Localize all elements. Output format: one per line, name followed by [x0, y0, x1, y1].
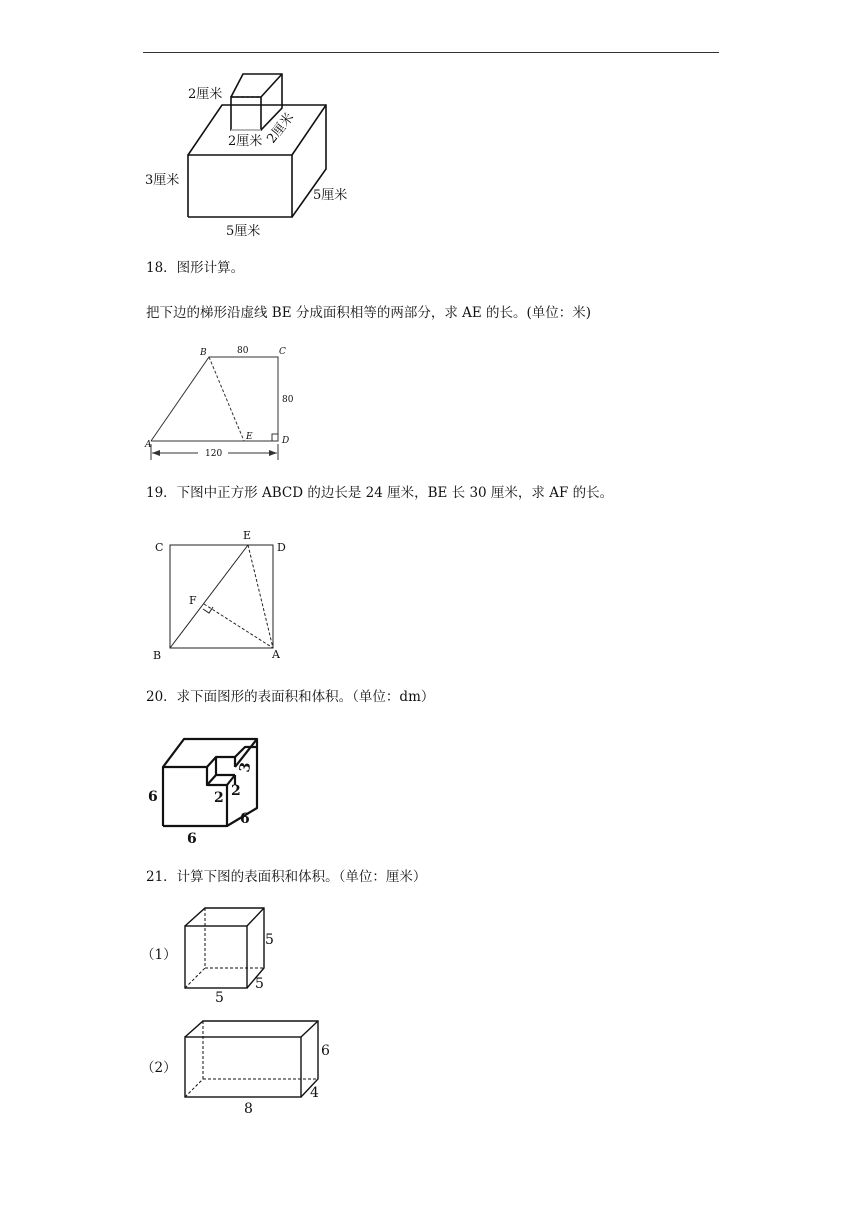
vertex-d: D — [277, 541, 286, 554]
vertex-a: A — [145, 440, 152, 450]
cuboid-figure — [180, 1016, 340, 1118]
notch-height-dim: 3 — [236, 761, 255, 774]
cube-width-dim: 6 — [187, 831, 197, 847]
vertex-b: B — [200, 348, 207, 358]
vertex-d: D — [282, 436, 290, 446]
figure-2-tag: （2） — [141, 1060, 177, 1076]
vertex-c: C — [155, 541, 164, 554]
question-21-text: 21．计算下图的表面积和体积。（单位：厘米） — [146, 869, 427, 885]
small-cube-height-label: 2厘米 — [188, 87, 223, 102]
vertex-e: E — [246, 432, 253, 442]
top-side-length: 80 — [237, 346, 249, 356]
figure-1-tag: （1） — [141, 947, 177, 963]
big-box-depth-label: 5厘米 — [313, 188, 348, 203]
cube-depth-dim: 6 — [240, 811, 250, 827]
question-20-text: 20．求下面图形的表面积和体积。（单位：dm） — [146, 689, 435, 705]
question-18-text: 把下边的梯形沿虚线 BE 分成面积相等的两部分，求 AE 的长。(单位：米) — [146, 305, 592, 321]
header-rule — [143, 52, 719, 53]
bottom-side-length: 120 — [205, 449, 223, 459]
trapezoid-figure — [140, 340, 310, 462]
right-side-length: 80 — [282, 395, 294, 405]
vertex-a: A — [272, 648, 280, 661]
big-box-height-label: 3厘米 — [145, 173, 180, 188]
question-18-title: 18．图形计算。 — [146, 260, 245, 276]
cube-height-dim: 6 — [148, 789, 158, 805]
cube-width-dim: 5 — [215, 990, 224, 1006]
square-figure — [148, 525, 298, 663]
small-cube-width-label: 2厘米 — [228, 134, 263, 149]
cube-depth-dim: 5 — [255, 976, 264, 992]
notched-cube-figure — [140, 728, 290, 846]
notch-depth-dim: 2 — [231, 783, 241, 799]
cube-height-dim: 5 — [265, 932, 274, 948]
big-box-width-label: 5厘米 — [226, 224, 261, 239]
stacked-boxes-figure — [140, 66, 370, 244]
vertex-b: B — [153, 649, 162, 662]
cuboid-length-dim: 8 — [244, 1101, 253, 1117]
notch-width-dim: 2 — [214, 790, 224, 806]
vertex-f: F — [189, 594, 197, 607]
small-cube-depth-label: 2厘米 — [264, 110, 298, 147]
vertex-c: C — [279, 347, 286, 357]
question-19-text: 19．下图中正方形 ABCD 的边长是 24 厘米，BE 长 30 厘米，求 AF 的长。 — [146, 485, 614, 501]
vertex-e: E — [243, 529, 252, 542]
cube-figure — [180, 902, 290, 1006]
cuboid-depth-dim: 4 — [310, 1085, 319, 1101]
cuboid-height-dim: 6 — [321, 1043, 330, 1059]
